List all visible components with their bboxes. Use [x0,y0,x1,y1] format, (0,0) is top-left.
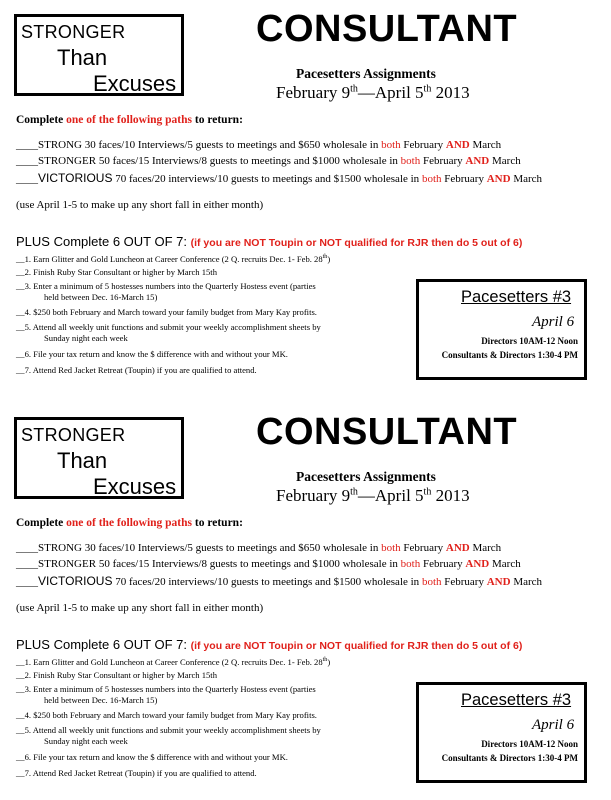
subtitle: Pacesetters Assignments [296,66,436,81]
logo-line-1: STRONGER [21,425,126,445]
task-item-3: __3. Enter a minimum of 5 hostesses numbers into the Quarterly Hostess event (parties held between Dec. 16-March 15) [16,684,316,705]
plus-heading: PLUS Complete 6 OUT OF 7: (if you are NOT Toupin or NOT qualified for RJR then do 5 out of 6) [16,637,523,652]
pacesetters-date: April 6 [532,717,575,733]
complete-instructions: Complete one of the following paths to return: [16,517,243,529]
task-item-5: __5. Attend all weekly unit functions and submit your weekly accomplishment sheets by Sunday night each week [16,725,321,746]
flyer-copy-2 [0,403,611,800]
makeup-note: (use April 1-5 to make up any short fall in either month) [16,602,264,614]
pacesetters-title: Pacesetters #3 [461,288,572,306]
makeup-note: (use April 1-5 to make up any short fall in either month) [16,199,264,211]
logo-line-1: STRONGER [21,22,126,42]
plus-heading: PLUS Complete 6 OUT OF 7: (if you are NOT Toupin or NOT qualified for RJR then do 5 out of 6) [16,234,523,249]
page-title: CONSULTANT [256,8,518,50]
path-stronger: ____STRONGER 50 faces/15 Interviews/8 guests to meetings and $1000 wholesale in both February AND March [16,155,521,167]
page-title: CONSULTANT [256,411,518,453]
pacesetters-date: April 6 [532,314,575,330]
date-range: February 9th—April 5th 2013 [276,83,470,102]
task-item-1: __1. Earn Glitter and Gold Luncheon at Career Conference (2 Q. recruits Dec. 1- Feb. 28th) [16,253,331,264]
date-range: February 9th—April 5th 2013 [276,486,470,505]
pacesetters-box [416,682,587,783]
task-item-1: __1. Earn Glitter and Gold Luncheon at Career Conference (2 Q. recruits Dec. 1- Feb. 28th) [16,656,331,667]
task-item-5: __5. Attend all weekly unit functions and submit your weekly accomplishment sheets by Sunday night each week [16,322,321,343]
logo-line-2: Than [57,448,108,473]
logo-line-3: Excuses [93,71,177,96]
task-item-2: __2. Finish Ruby Star Consultant or higher by March 15th [16,670,217,680]
stronger-than-excuses-logo [14,417,184,499]
pacesetters-consultants-time: Consultants & Directors 1:30-4 PM [441,350,578,360]
path-victorious: ____VICTORIOUS 70 faces/20 interviews/10 guests to meetings and $1500 wholesale in both February AND March [16,574,543,588]
task-item-3: __3. Enter a minimum of 5 hostesses numbers into the Quarterly Hostess event (parties held between Dec. 16-March 15) [16,281,316,302]
stronger-than-excuses-logo [14,14,184,96]
path-stronger: ____STRONGER 50 faces/15 Interviews/8 guests to meetings and $1000 wholesale in both February AND March [16,558,521,570]
task-item-6: __6. File your tax return and know the $ difference with and without your MK. [16,752,288,762]
task-item-2: __2. Finish Ruby Star Consultant or higher by March 15th [16,267,217,277]
task-item-7: __7. Attend Red Jacket Retreat (Toupin) if you are qualified to attend. [16,768,257,778]
path-strong: ____STRONG 30 faces/10 Interviews/5 guests to meetings and $650 wholesale in both February AND March [16,139,502,151]
pacesetters-consultants-time: Consultants & Directors 1:30-4 PM [441,753,578,763]
pacesetters-directors-time: Directors 10AM-12 Noon [481,739,578,749]
logo-line-2: Than [57,45,108,70]
complete-instructions: Complete one of the following paths to return: [16,114,243,126]
pacesetters-box [416,279,587,380]
pacesetters-directors-time: Directors 10AM-12 Noon [481,336,578,346]
subtitle: Pacesetters Assignments [296,469,436,484]
task-item-6: __6. File your tax return and know the $ difference with and without your MK. [16,349,288,359]
pacesetters-title: Pacesetters #3 [461,691,572,709]
task-item-4: __4. $250 both February and March toward your family budget from Mary Kay profits. [16,307,317,317]
path-victorious: ____VICTORIOUS 70 faces/20 interviews/10 guests to meetings and $1500 wholesale in both February AND March [16,171,543,185]
task-item-7: __7. Attend Red Jacket Retreat (Toupin) if you are qualified to attend. [16,365,257,375]
task-item-4: __4. $250 both February and March toward your family budget from Mary Kay profits. [16,710,317,720]
logo-line-3: Excuses [93,474,177,499]
path-strong: ____STRONG 30 faces/10 Interviews/5 guests to meetings and $650 wholesale in both February AND March [16,542,502,554]
flyer-copy-1 [0,0,611,397]
